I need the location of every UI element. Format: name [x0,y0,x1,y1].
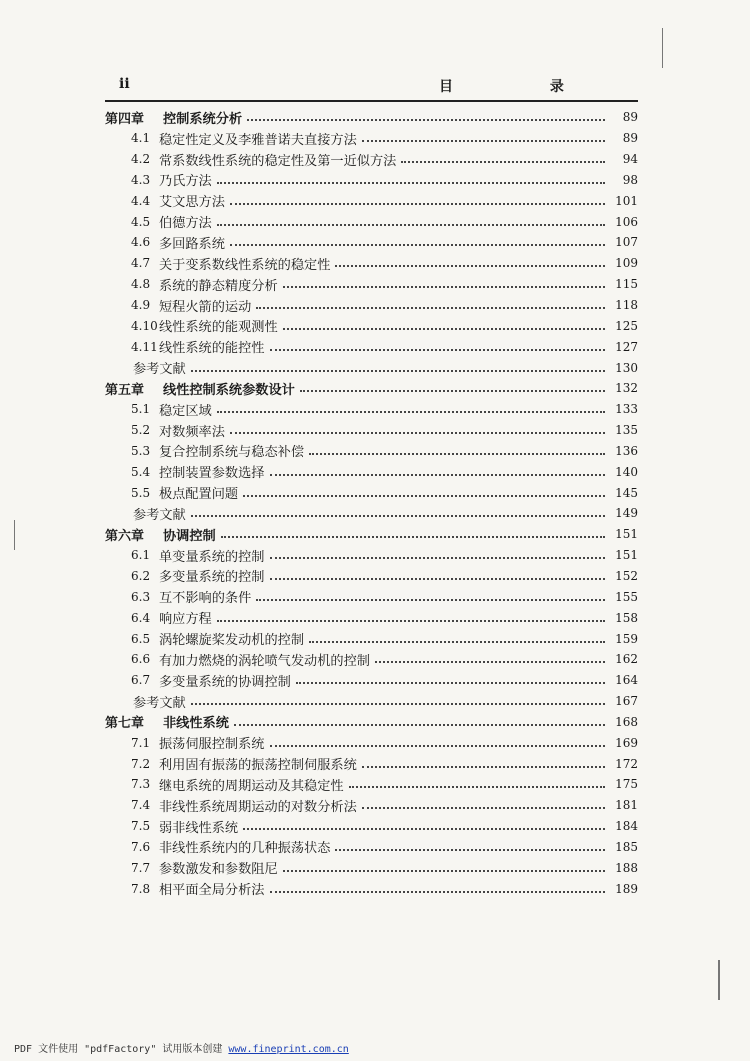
entry-number: 第四章 [105,111,145,127]
dot-leader [270,349,606,351]
entry-title: 复合控制系统与稳态补偿 [159,445,305,461]
toc-section [105,837,638,858]
entry-number: 7.8 [131,881,151,896]
entry-title: 极点配置问题 [159,487,239,503]
entry-number: 6.7 [131,673,151,688]
entry-title: 关于变系数线性系统的稳定性 [159,257,331,273]
footer-text: PDF 文件使用 "pdfFactory" 试用版本创建 [14,1044,229,1055]
entry-title: 非线性系统周期运动的对数分析法 [159,799,357,815]
scan-edge-mark [718,960,720,1000]
dot-leader [309,453,605,455]
dot-leader [335,849,605,851]
toc-references [105,503,638,524]
entry-page: 172 [615,756,638,771]
entry-number: 5.5 [131,485,151,500]
dot-leader [191,703,605,705]
page-header [105,76,638,96]
toc-references [105,691,638,712]
entry-page: 185 [615,839,638,854]
entry-title: 控制装置参数选择 [159,466,265,482]
toc-section [105,461,638,482]
entry-number: 4.8 [131,277,151,292]
entry-number: 6.3 [131,589,151,604]
entry-page: 169 [615,735,638,750]
entry-title: 多变量系统的控制 [159,570,265,586]
dot-leader [349,786,605,788]
toc-chapter [105,711,638,732]
entry-page: 155 [615,589,638,604]
entry-number: 4.7 [131,256,151,271]
entry-number: 5.4 [131,464,151,479]
entry-page: 135 [615,423,638,438]
entry-title: 多回路系统 [159,236,225,252]
entry-title: 参数激发和参数阻尼 [159,862,278,878]
entry-page: 152 [615,568,638,583]
entry-title: 乃氏方法 [159,174,212,190]
entry-page: 151 [615,548,638,563]
toc-section [105,816,638,837]
dot-leader [191,515,605,517]
entry-number: 7.7 [131,860,151,875]
entry-page: 136 [615,443,638,458]
dot-leader [230,203,605,205]
entry-page: 101 [615,193,638,208]
entry-title: 参考文献 [133,695,186,711]
scan-edge-mark [14,520,15,550]
entry-number: 4.9 [131,298,151,313]
toc-section [105,295,638,316]
dot-leader [270,557,606,559]
toc-chapter [105,378,638,399]
toc-section [105,274,638,295]
dot-leader [270,474,606,476]
entry-number: 7.4 [131,798,151,813]
entry-page: 151 [615,527,638,542]
entry-page: 184 [615,819,638,834]
dot-leader [230,432,605,434]
entry-page: 189 [615,881,638,896]
dot-leader [221,536,605,538]
dot-leader [217,411,605,413]
entry-page: 158 [615,610,638,625]
entry-title: 相平面全局分析法 [159,883,265,899]
entry-page: 140 [615,464,638,479]
entry-number: 第五章 [105,382,145,398]
toc-section [105,420,638,441]
toc-chapter [105,107,638,128]
entry-page: 115 [615,277,638,292]
dot-leader [270,891,606,893]
toc-section [105,128,638,149]
entry-page: 133 [615,402,638,417]
entry-page: 125 [615,318,638,333]
dot-leader [283,870,605,872]
entry-title: 振荡伺服控制系统 [159,737,265,753]
entry-title: 协调控制 [163,528,216,544]
toc-section [105,586,638,607]
entry-page: 188 [615,860,638,875]
entry-number: 6.2 [131,568,151,583]
entry-page: 94 [622,152,638,167]
table-of-contents [105,107,638,899]
toc-section [105,670,638,691]
toc-section [105,149,638,170]
entry-page: 118 [615,298,638,313]
dot-leader [243,495,605,497]
dot-leader [191,370,605,372]
dot-leader [270,745,606,747]
toc-section [105,441,638,462]
entry-title: 继电系统的周期运动及其稳定性 [159,778,344,794]
entry-number: 4.4 [131,193,151,208]
entry-title: 常系数线性系统的稳定性及第一近似方法 [159,153,397,169]
entry-page: 149 [615,506,638,521]
toc-section [105,170,638,191]
entry-title: 稳定区域 [159,403,212,419]
entry-page: 106 [615,214,638,229]
entry-page: 107 [615,235,638,250]
scan-edge-mark [662,28,663,68]
toc-section [105,732,638,753]
entry-page: 168 [615,714,638,729]
toc-chapter [105,524,638,545]
entry-title: 涡轮螺旋桨发动机的控制 [159,633,305,649]
entry-page: 164 [615,673,638,688]
entry-page: 109 [615,256,638,271]
dot-leader [234,724,605,726]
entry-page: 167 [615,694,638,709]
toc-section [105,211,638,232]
entry-page: 130 [615,360,638,375]
entry-number: 7.1 [131,735,151,750]
toc-section [105,857,638,878]
entry-number: 6.4 [131,610,151,625]
entry-number: 4.1 [131,131,151,146]
entry-title: 参考文献 [133,362,186,378]
entry-number: 7.5 [131,819,151,834]
entry-number: 7.6 [131,839,151,854]
toc-section [105,753,638,774]
entry-title: 线性系统的能控性 [159,341,265,357]
dot-leader [296,682,605,684]
toc-section [105,336,638,357]
entry-number: 第六章 [105,528,145,544]
entry-number: 4.6 [131,235,151,250]
footer-link[interactable]: www.fineprint.com.cn [228,1044,349,1055]
entry-number: 7.3 [131,777,151,792]
dot-leader [335,265,605,267]
entry-title: 弱非线性系统 [159,820,239,836]
entry-number: 4.5 [131,214,151,229]
entry-number: 5.3 [131,443,151,458]
dot-leader [217,182,605,184]
entry-page: 98 [622,172,638,187]
entry-title: 对数频率法 [159,424,225,440]
dot-leader [270,578,606,580]
entry-number: 5.2 [131,423,151,438]
toc-section [105,315,638,336]
entry-number: 6.6 [131,652,151,667]
toc-section [105,566,638,587]
dot-leader [243,828,605,830]
entry-title: 伯德方法 [159,216,212,232]
header-rule [105,100,638,102]
entry-title: 非线性系统内的几种振荡状态 [159,841,331,857]
entry-title: 单变量系统的控制 [159,549,265,565]
entry-page: 89 [622,110,638,125]
entry-title: 线性控制系统参数设计 [163,382,295,398]
entry-number: 4.11 [131,339,158,354]
entry-title: 稳定性定义及李雅普诺夫直接方法 [159,132,357,148]
dot-leader [283,286,605,288]
entry-page: 162 [615,652,638,667]
dot-leader [247,119,605,121]
page-title: 目 录 [439,79,610,95]
page-number: ii [119,76,130,92]
entry-title: 非线性系统 [163,716,229,732]
entry-title: 系统的静态精度分析 [159,278,278,294]
toc-section [105,190,638,211]
entry-title: 响应方程 [159,612,212,628]
entry-title: 互不影响的条件 [159,591,252,607]
toc-section [105,545,638,566]
toc-section [105,774,638,795]
toc-section [105,628,638,649]
entry-number: 6.5 [131,631,151,646]
toc-section [105,795,638,816]
entry-number: 7.2 [131,756,151,771]
entry-page: 127 [615,339,638,354]
dot-leader [256,599,605,601]
entry-number: 4.10 [131,318,158,333]
entry-number: 4.3 [131,172,151,187]
entry-title: 利用固有振荡的振荡控制伺服系统 [159,758,357,774]
dot-leader [300,390,605,392]
dot-leader [375,661,605,663]
entry-title: 短程火箭的运动 [159,299,252,315]
entry-number: 4.2 [131,152,151,167]
entry-title: 多变量系统的协调控制 [159,674,291,690]
toc-references [105,357,638,378]
toc-section [105,878,638,899]
dot-leader [309,641,605,643]
entry-page: 181 [615,798,638,813]
entry-page: 132 [615,381,638,396]
dot-leader [283,328,605,330]
dot-leader [256,307,605,309]
pdf-footer [14,1040,349,1055]
dot-leader [362,807,605,809]
toc-section [105,399,638,420]
dot-leader [217,620,605,622]
dot-leader [362,766,605,768]
entry-title: 有加力燃烧的涡轮喷气发动机的控制 [159,653,370,669]
dot-leader [217,224,605,226]
toc-section [105,482,638,503]
toc-section [105,607,638,628]
entry-title: 艾文思方法 [159,195,225,211]
entry-title: 线性系统的能观测性 [159,320,278,336]
dot-leader [230,244,605,246]
entry-page: 159 [615,631,638,646]
dot-leader [362,140,605,142]
entry-page: 89 [622,131,638,146]
entry-number: 第七章 [105,716,145,732]
toc-section [105,649,638,670]
entry-number: 6.1 [131,548,151,563]
entry-number: 5.1 [131,402,151,417]
entry-title: 控制系统分析 [163,111,243,127]
toc-section [105,232,638,253]
dot-leader [401,161,605,163]
entry-page: 145 [615,485,638,500]
entry-page: 175 [615,777,638,792]
toc-section [105,253,638,274]
entry-title: 参考文献 [133,507,186,523]
